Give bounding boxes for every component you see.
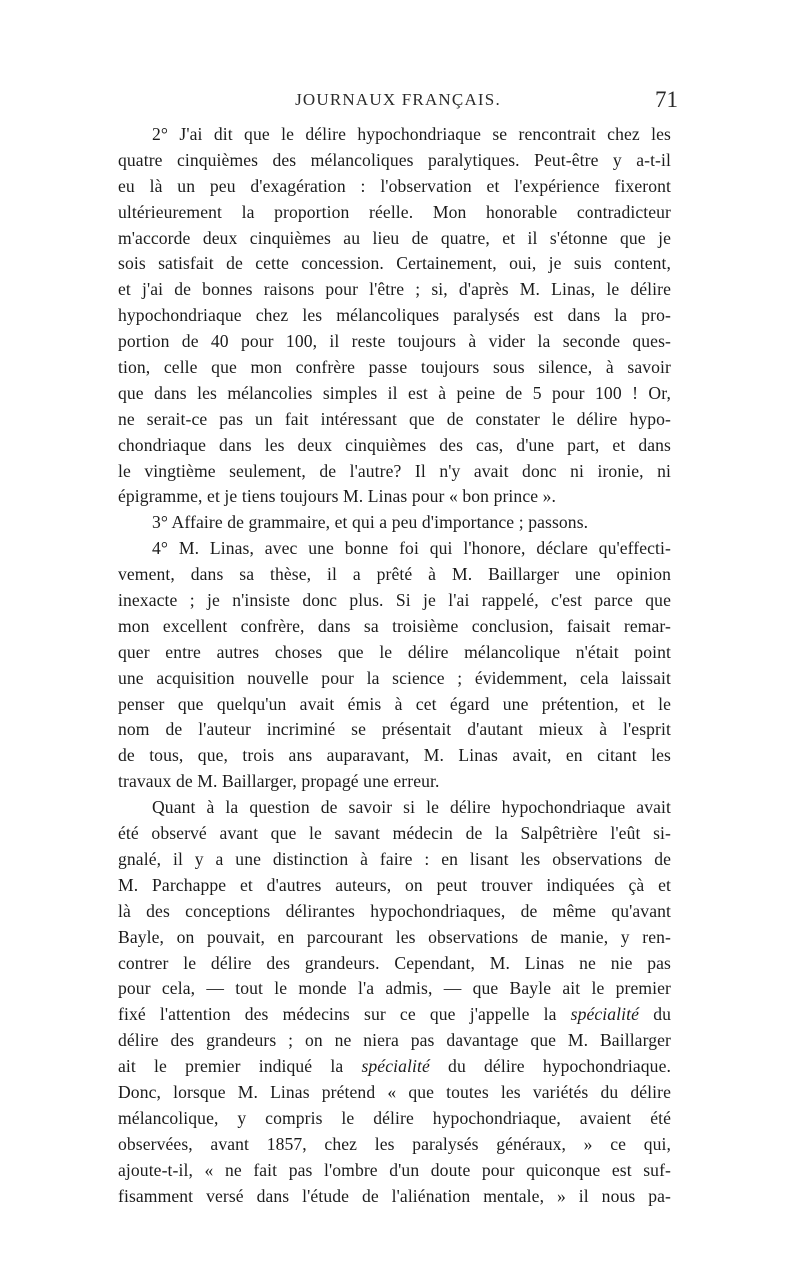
page-number: 71	[655, 87, 678, 112]
text-line-content: 3° Affaire de grammaire, et qui a peu d'importance ; passons.	[152, 512, 589, 533]
text-line	[118, 847, 671, 873]
text-line	[118, 976, 671, 1002]
text-line-content: 2° J'ai dit que le délire hypochondriaque se rencontrait chez les	[152, 124, 671, 144]
text-line-content: contrer le délire des grandeurs. Cependant, M. Linas ne nie pas	[118, 952, 671, 973]
text-line-content: ne serait-ce pas un fait intéressant que de constater le délire hypo-	[118, 408, 671, 429]
text-line-content: gnalé, il y a une distinction à faire : en lisant les observations de	[118, 848, 671, 869]
text-line	[118, 381, 671, 407]
text-line-content: Donc, lorsque M. Linas prétend « que toutes les variétés du délire	[118, 1081, 671, 1102]
text-line	[118, 951, 671, 977]
text-line	[118, 122, 671, 148]
text-line-content: m'accorde deux cinquièmes au lieu de quatre, et il s'étonne que je	[118, 227, 671, 248]
text-line	[118, 1132, 671, 1158]
text-line	[118, 329, 671, 355]
text-line	[118, 355, 671, 381]
text-line-content: inexacte ; je n'insiste donc plus. Si je l'ai rappelé, c'est parce que	[118, 590, 671, 611]
text-line-content: été observé avant que le savant médecin de la Salpêtrière l'eût si-	[118, 823, 671, 844]
text-line	[118, 303, 671, 329]
text-line-content: M. Parchappe et d'autres auteurs, on peut trouver indiquées çà et	[118, 874, 671, 895]
text-line	[118, 666, 671, 692]
text-line	[118, 1002, 671, 1028]
text-line	[118, 226, 671, 252]
text-line	[118, 1080, 671, 1106]
text-line	[118, 899, 671, 925]
text-line-content: là des conceptions délirantes hypochondriaques, de même qu'avant	[118, 900, 671, 921]
text-line	[118, 769, 671, 795]
text-line	[118, 277, 671, 303]
text-line-content: vement, dans sa thèse, il a prêté à M. Baillarger une opinion	[118, 564, 671, 585]
text-line-content: observées, avant 1857, chez les paralysés généraux, » ce qui,	[118, 1133, 671, 1154]
text-line-content: portion de 40 pour 100, il reste toujours à vider la seconde ques-	[118, 331, 671, 352]
text-line-content: fixé l'attention des médecins sur ce que j'appelle la spécialité du	[118, 1004, 671, 1025]
text-line	[118, 174, 671, 200]
text-line	[118, 484, 671, 510]
text-line-content: quatre cinquièmes des mélancoliques paralytiques. Peut-être y a-t-il	[118, 149, 671, 170]
text-line	[118, 1158, 671, 1184]
emphasis-word: spécialité	[570, 1004, 640, 1025]
text-line	[118, 1106, 671, 1132]
text-line	[118, 692, 671, 718]
text-line-content: travaux de M. Baillarger, propagé une erreur.	[118, 771, 440, 792]
text-line-content: délire des grandeurs ; on ne niera pas davantage que M. Baillarger	[118, 1030, 671, 1051]
page-header	[118, 87, 678, 116]
text-line-content: épigramme, et je tiens toujours M. Linas pour « bon prince ».	[118, 486, 557, 507]
text-line	[118, 795, 671, 821]
text-line-content: penser que quelqu'un avait émis à cet égard une prétention, et le	[118, 693, 671, 714]
text-line	[118, 536, 671, 562]
body-text	[118, 122, 671, 1209]
text-line-content: fisamment versé dans l'étude de l'aliénation mentale, » il nous pa-	[118, 1185, 671, 1206]
text-line	[118, 614, 671, 640]
text-line	[118, 407, 671, 433]
text-line	[118, 743, 671, 769]
text-line-content: sois satisfait de cette concession. Certainement, oui, je suis content,	[118, 253, 671, 274]
text-line	[118, 717, 671, 743]
text-line-content: mélancolique, y compris le délire hypochondriaque, avaient été	[118, 1107, 671, 1128]
text-line-content: une acquisition nouvelle pour la science ; évidemment, cela laissait	[118, 667, 671, 688]
text-line-content: chondriaque dans les deux cinquièmes des cas, d'une part, et dans	[118, 434, 671, 455]
text-line	[118, 821, 671, 847]
text-line-content: et j'ai de bonnes raisons pour l'être ; si, d'après M. Linas, le délire	[118, 279, 671, 300]
text-line	[118, 1184, 671, 1210]
text-line	[118, 148, 671, 174]
text-line-content: que dans les mélancolies simples il est à peine de 5 pour 100 ! Or,	[118, 382, 671, 403]
text-line	[118, 562, 671, 588]
text-line-content: Quant à la question de savoir si le délire hypochondriaque avait	[152, 797, 671, 818]
text-line	[118, 251, 671, 277]
text-line	[118, 1028, 671, 1054]
text-line-content: ait le premier indiqué la spécialité du délire hypochondriaque.	[118, 1056, 671, 1077]
text-line-content: eu là un peu d'exagération : l'observation et l'expérience fixeront	[118, 175, 671, 196]
text-line	[118, 640, 671, 666]
text-line-content: pour cela, — tout le monde l'a admis, — que Bayle ait le premier	[118, 978, 671, 999]
text-line	[118, 925, 671, 951]
text-line	[118, 510, 671, 536]
text-line	[118, 459, 671, 485]
text-line	[118, 873, 671, 899]
text-line-content: ultérieurement la proportion réelle. Mon honorable contradicteur	[118, 201, 671, 222]
text-line	[118, 588, 671, 614]
text-line-content: de tous, que, trois ans auparavant, M. Linas avait, en citant les	[118, 745, 671, 766]
text-line-content: 4° M. Linas, avec une bonne foi qui l'honore, déclare qu'effecti-	[152, 538, 671, 559]
text-line	[118, 433, 671, 459]
text-line	[118, 200, 671, 226]
emphasis-word: spécialité	[361, 1056, 430, 1077]
text-line-content: hypochondriaque chez les mélancoliques paralysés est dans la pro-	[118, 305, 671, 326]
text-line-content: ajoute-t-il, « ne fait pas l'ombre d'un doute pour quiconque est suf-	[118, 1159, 671, 1180]
text-line-content: mon excellent confrère, dans sa troisième conclusion, faisait remar-	[118, 615, 671, 636]
text-line-content: nom de l'auteur incriminé se présentait d'autant mieux à l'esprit	[118, 719, 671, 740]
text-line-content: quer entre autres choses que le délire mélancolique n'était point	[118, 641, 671, 662]
text-line-content: tion, celle que mon confrère passe toujours sous silence, à savoir	[118, 357, 671, 378]
text-line-content: le vingtième seulement, de l'autre? Il n'y avait donc ni ironie, ni	[118, 460, 671, 481]
text-line	[118, 1054, 671, 1080]
running-title: JOURNAUX FRANÇAIS.	[295, 90, 501, 109]
text-line-content: Bayle, on pouvait, en parcourant les observations de manie, y ren-	[118, 926, 671, 947]
